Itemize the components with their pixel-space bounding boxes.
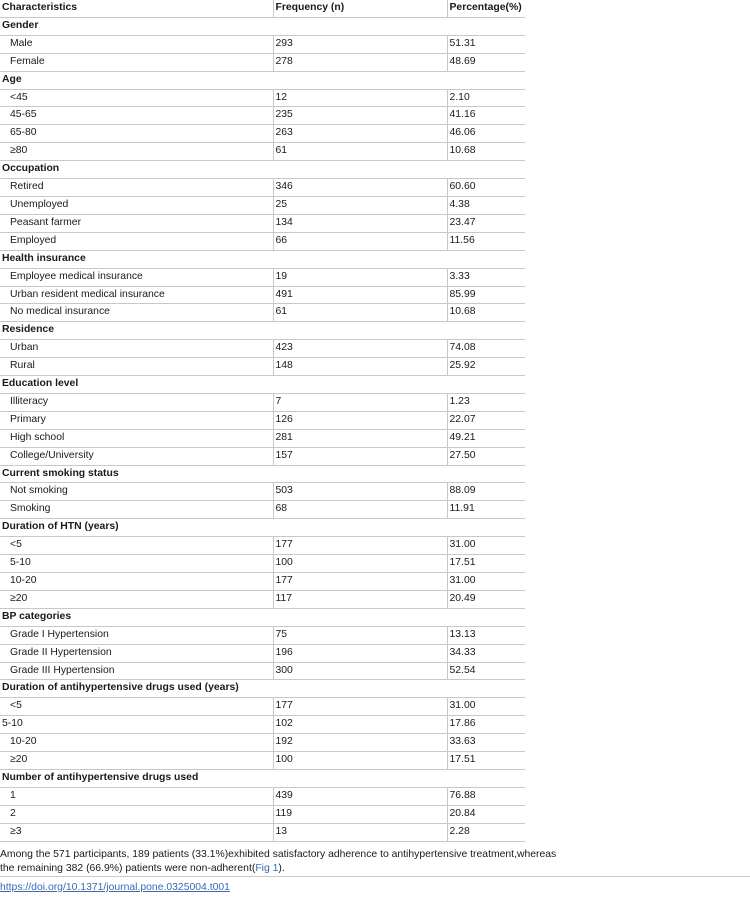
percentage-cell: 74.08: [447, 340, 525, 358]
table-section-row: [0, 17, 525, 35]
table-row: [0, 483, 525, 501]
row-label: ≥20: [0, 590, 273, 608]
frequency-cell: 68: [273, 501, 447, 519]
row-label: Rural: [0, 358, 273, 376]
table-row: [0, 107, 525, 125]
note-end: ).: [278, 863, 285, 874]
frequency-cell: 126: [273, 411, 447, 429]
header-percentage: Percentage(%): [447, 0, 525, 17]
frequency-cell: 196: [273, 644, 447, 662]
frequency-cell: 66: [273, 232, 447, 250]
table-row: [0, 501, 525, 519]
percentage-cell: 20.84: [447, 805, 525, 823]
table-row: [0, 590, 525, 608]
section-label: Duration of HTN (years): [0, 519, 525, 537]
row-label: No medical insurance: [0, 304, 273, 322]
row-label: 5-10: [0, 716, 273, 734]
percentage-cell: 2.28: [447, 823, 525, 841]
table-row: [0, 411, 525, 429]
row-label: 1: [0, 787, 273, 805]
percentage-cell: 13.13: [447, 626, 525, 644]
row-label: Smoking: [0, 501, 273, 519]
frequency-cell: 100: [273, 555, 447, 573]
row-label: <5: [0, 698, 273, 716]
section-label: Occupation: [0, 161, 525, 179]
section-label: Residence: [0, 322, 525, 340]
percentage-cell: 10.68: [447, 143, 525, 161]
frequency-cell: 177: [273, 573, 447, 591]
row-label: <5: [0, 537, 273, 555]
row-label: 2: [0, 805, 273, 823]
row-label: Grade II Hypertension: [0, 644, 273, 662]
table-header-row: [0, 0, 525, 17]
table-row: [0, 805, 525, 823]
row-label: Employed: [0, 232, 273, 250]
percentage-cell: 41.16: [447, 107, 525, 125]
table-row: [0, 644, 525, 662]
row-label: ≥20: [0, 752, 273, 770]
row-label: 5-10: [0, 555, 273, 573]
table-section-row: [0, 71, 525, 89]
header-characteristics: Characteristics: [0, 0, 273, 17]
table-row: [0, 125, 525, 143]
section-label: Health insurance: [0, 250, 525, 268]
percentage-cell: 76.88: [447, 787, 525, 805]
table-row: [0, 304, 525, 322]
table-section-row: [0, 519, 525, 537]
table-section-row: [0, 322, 525, 340]
frequency-cell: 157: [273, 447, 447, 465]
row-label: Male: [0, 35, 273, 53]
frequency-cell: 235: [273, 107, 447, 125]
row-label: Primary: [0, 411, 273, 429]
frequency-cell: 177: [273, 537, 447, 555]
frequency-cell: 12: [273, 89, 447, 107]
frequency-cell: 281: [273, 429, 447, 447]
table-row: [0, 358, 525, 376]
percentage-cell: 20.49: [447, 590, 525, 608]
frequency-cell: 7: [273, 393, 447, 411]
percentage-cell: 2.10: [447, 89, 525, 107]
table-section-row: [0, 465, 525, 483]
row-label: Grade I Hypertension: [0, 626, 273, 644]
row-label: Urban: [0, 340, 273, 358]
frequency-cell: 293: [273, 35, 447, 53]
row-label: ≥80: [0, 143, 273, 161]
doi-link[interactable]: https://doi.org/10.1371/journal.pone.0325004.t001: [0, 882, 230, 893]
row-label: Unemployed: [0, 196, 273, 214]
section-label: Duration of antihypertensive drugs used (years): [0, 680, 525, 698]
row-label: 10-20: [0, 573, 273, 591]
table-row: [0, 716, 525, 734]
frequency-cell: 192: [273, 734, 447, 752]
percentage-cell: 17.51: [447, 555, 525, 573]
percentage-cell: 31.00: [447, 537, 525, 555]
table-row: [0, 447, 525, 465]
summary-note: [0, 848, 560, 876]
frequency-cell: 148: [273, 358, 447, 376]
table-row: [0, 196, 525, 214]
percentage-cell: 52.54: [447, 662, 525, 680]
table-section-row: [0, 680, 525, 698]
percentage-cell: 49.21: [447, 429, 525, 447]
percentage-cell: 17.51: [447, 752, 525, 770]
section-label: BP categories: [0, 608, 525, 626]
percentage-cell: 31.00: [447, 698, 525, 716]
frequency-cell: 117: [273, 590, 447, 608]
frequency-cell: 491: [273, 286, 447, 304]
percentage-cell: 60.60: [447, 179, 525, 197]
frequency-cell: 439: [273, 787, 447, 805]
table-row: [0, 232, 525, 250]
percentage-cell: 46.06: [447, 125, 525, 143]
frequency-cell: 134: [273, 214, 447, 232]
percentage-cell: 10.68: [447, 304, 525, 322]
frequency-cell: 75: [273, 626, 447, 644]
row-label: Peasant farmer: [0, 214, 273, 232]
table-section-row: [0, 161, 525, 179]
frequency-cell: 61: [273, 143, 447, 161]
percentage-cell: 88.09: [447, 483, 525, 501]
table-row: [0, 662, 525, 680]
percentage-cell: 34.33: [447, 644, 525, 662]
percentage-cell: 3.33: [447, 268, 525, 286]
percentage-cell: 31.00: [447, 573, 525, 591]
frequency-cell: 423: [273, 340, 447, 358]
table-section-row: [0, 250, 525, 268]
table-row: [0, 179, 525, 197]
row-label: 10-20: [0, 734, 273, 752]
table-row: [0, 626, 525, 644]
section-label: Current smoking status: [0, 465, 525, 483]
row-label: Retired: [0, 179, 273, 197]
percentage-cell: 33.63: [447, 734, 525, 752]
table-row: [0, 268, 525, 286]
row-label: College/University: [0, 447, 273, 465]
frequency-cell: 503: [273, 483, 447, 501]
row-label: ≥3: [0, 823, 273, 841]
frequency-cell: 13: [273, 823, 447, 841]
percentage-cell: 27.50: [447, 447, 525, 465]
percentage-cell: 85.99: [447, 286, 525, 304]
table-row: [0, 143, 525, 161]
table-row: [0, 734, 525, 752]
percentage-cell: 51.31: [447, 35, 525, 53]
section-label: Gender: [0, 17, 525, 35]
percentage-cell: 23.47: [447, 214, 525, 232]
percentage-cell: 4.38: [447, 196, 525, 214]
percentage-cell: 48.69: [447, 53, 525, 71]
row-label: Illiteracy: [0, 393, 273, 411]
frequency-cell: 19: [273, 268, 447, 286]
section-label: Age: [0, 71, 525, 89]
table-row: [0, 573, 525, 591]
note-text: Among the 571 participants, 189 patients (33.1%)exhibited satisfactory adherence to antihypertensive treatment,whereas the remaining 382 (66.9%) patients were non-adherent(: [0, 849, 557, 874]
table-section-row: [0, 376, 525, 394]
table-row: [0, 35, 525, 53]
frequency-cell: 102: [273, 716, 447, 734]
table-row: [0, 698, 525, 716]
percentage-cell: 22.07: [447, 411, 525, 429]
table-row: [0, 787, 525, 805]
row-label: Grade III Hypertension: [0, 662, 273, 680]
row-label: High school: [0, 429, 273, 447]
row-label: <45: [0, 89, 273, 107]
table-row: [0, 214, 525, 232]
table-row: [0, 752, 525, 770]
table-row: [0, 823, 525, 841]
percentage-cell: 11.56: [447, 232, 525, 250]
table-row: [0, 393, 525, 411]
row-label: Not smoking: [0, 483, 273, 501]
frequency-cell: 346: [273, 179, 447, 197]
row-label: 65-80: [0, 125, 273, 143]
table-row: [0, 537, 525, 555]
frequency-cell: 177: [273, 698, 447, 716]
table-row: [0, 555, 525, 573]
header-frequency: Frequency (n): [273, 0, 447, 17]
section-label: Number of antihypertensive drugs used: [0, 769, 525, 787]
table-row: [0, 89, 525, 107]
frequency-cell: 119: [273, 805, 447, 823]
frequency-cell: 100: [273, 752, 447, 770]
percentage-cell: 25.92: [447, 358, 525, 376]
row-label: Urban resident medical insurance: [0, 286, 273, 304]
percentage-cell: 11.91: [447, 501, 525, 519]
table-section-row: [0, 608, 525, 626]
divider: [0, 876, 750, 877]
section-label: Education level: [0, 376, 525, 394]
table-row: [0, 53, 525, 71]
table-row: [0, 340, 525, 358]
table-row: [0, 429, 525, 447]
frequency-cell: 61: [273, 304, 447, 322]
frequency-cell: 263: [273, 125, 447, 143]
table-row: [0, 286, 525, 304]
percentage-cell: 1.23: [447, 393, 525, 411]
row-label: Female: [0, 53, 273, 71]
table-section-row: [0, 769, 525, 787]
percentage-cell: 17.86: [447, 716, 525, 734]
frequency-cell: 25: [273, 196, 447, 214]
row-label: 45-65: [0, 107, 273, 125]
frequency-cell: 300: [273, 662, 447, 680]
frequency-cell: 278: [273, 53, 447, 71]
fig-1-link[interactable]: Fig 1: [255, 863, 279, 874]
row-label: Employee medical insurance: [0, 268, 273, 286]
